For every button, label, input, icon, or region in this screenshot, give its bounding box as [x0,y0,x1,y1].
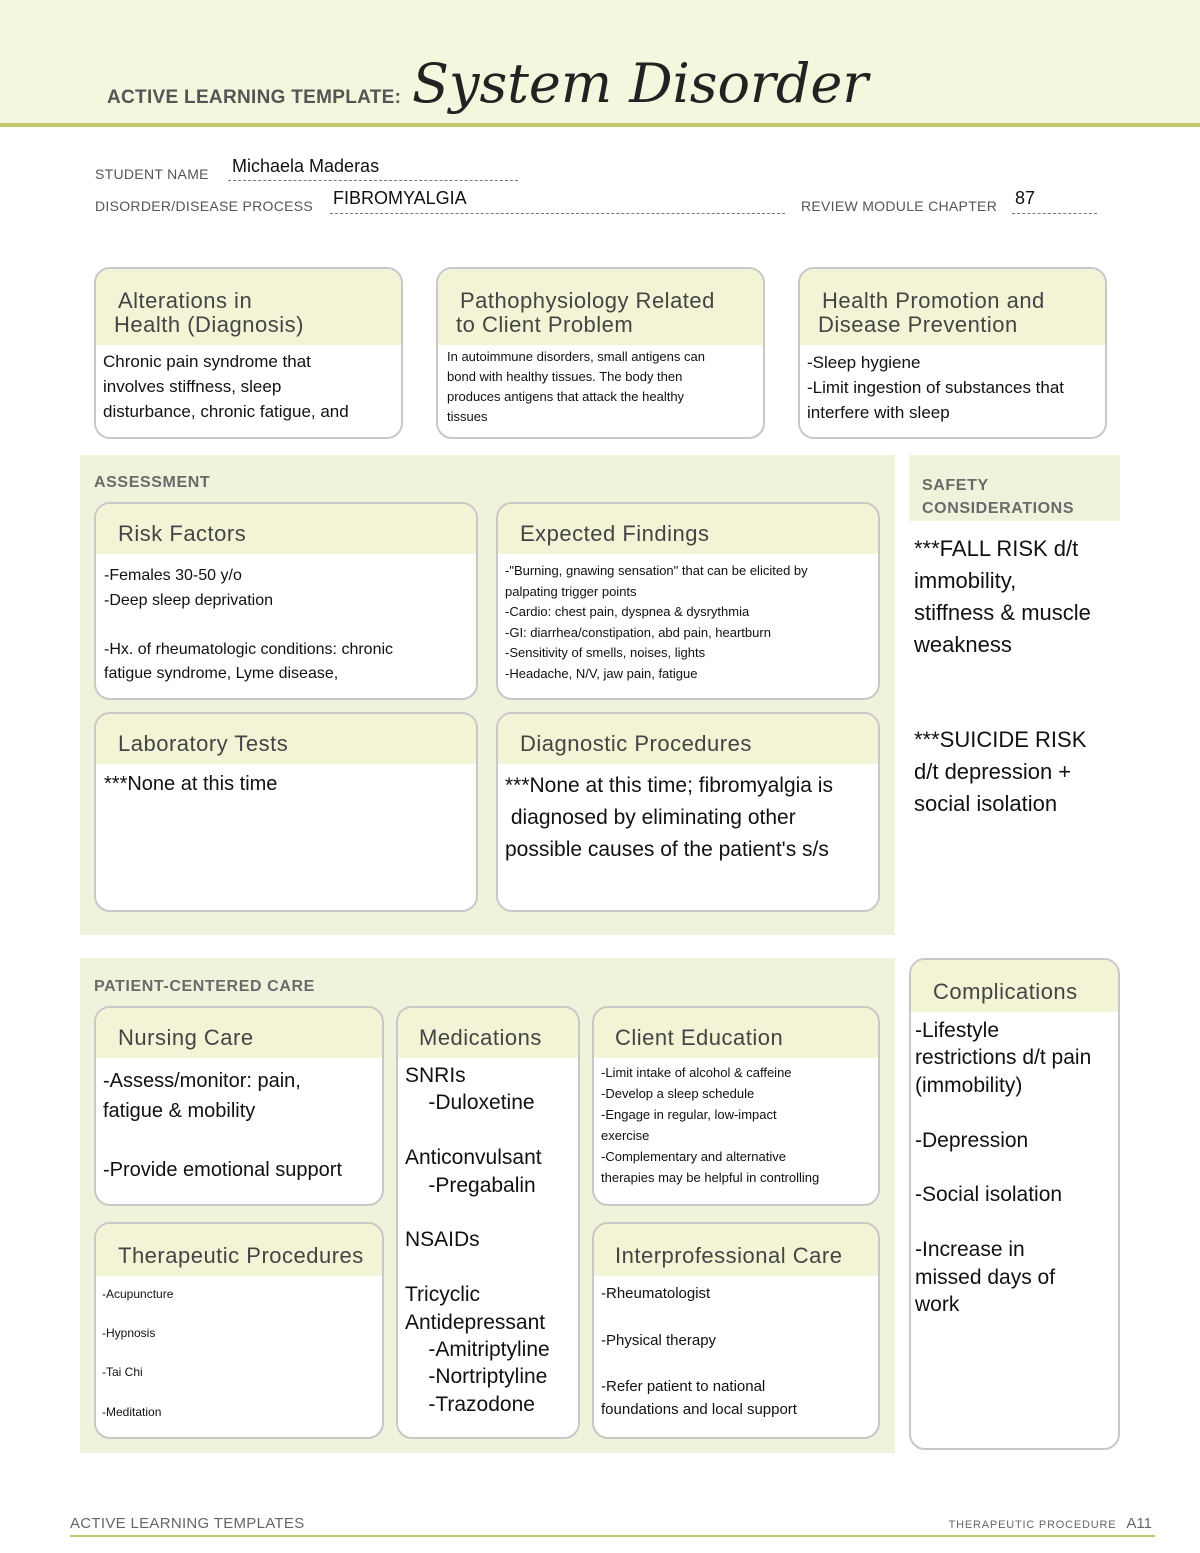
therapeutic-procedure-line: -Meditation [102,1404,162,1419]
health-promotion-card [798,267,1107,439]
chapter-label: REVIEW MODULE CHAPTER [801,198,998,214]
complication-line [915,1154,1118,1181]
alterations-title-line-2: Health (Diagnosis) [114,312,304,337]
complications-card [909,958,1120,1450]
template-title: System Disorder [412,52,869,115]
laboratory-tests-card-header: Laboratory Tests [96,714,476,764]
diagnostic-procedures-card-header: Diagnostic Procedures [498,714,878,764]
expected-finding-line: -Sensitivity of smells, noises, lights [505,645,706,660]
expected-findings-card-body [498,554,878,684]
health-promotion-line: -Limit ingestion of substances that [807,378,1065,397]
client-education-line: -Engage in regular, low-impact [601,1107,777,1122]
complication-line: -Lifestyle [915,1019,1000,1042]
nursing-care-card [94,1006,384,1206]
medication-line: -Trazodone [405,1392,535,1416]
student-name-label: STUDENT NAME [95,166,209,182]
chapter-underline [1012,213,1097,214]
complications-card-body [911,1012,1118,1318]
laboratory-tests-card-body [96,764,476,798]
alterations-card-header [96,269,401,345]
medication-line [405,1117,578,1144]
expected-finding-line: -Headache, N/V, jaw pain, fatigue [505,665,698,681]
complication-line [915,1209,1118,1236]
laboratory-test-line: ***None at this time [104,773,278,795]
diagnostic-procedure-line: diagnosed by eliminating other [505,806,796,829]
interprofessional-care-card-header: Interprofessional Care [594,1224,878,1276]
interprofessional-care-card-body [594,1276,878,1422]
therapeutic-procedure-line [102,1344,382,1364]
interprofessional-care-line: -Rheumatologist [601,1285,711,1302]
template-label: ACTIVE LEARNING TEMPLATE: [107,87,402,108]
safety-section-title [922,474,1074,520]
pathophysiology-card-body [438,345,763,427]
complication-line: -Depression [915,1128,1029,1152]
health-promotion-card-body [800,345,1105,425]
disorder-underline [330,213,785,214]
complication-line: (immobility) [915,1073,1023,1097]
complication-line: -Increase in [915,1238,1025,1262]
footer-left-label: ACTIVE LEARNING TEMPLATES [70,1515,305,1532]
risk-factor-line: -Females 30-50 y/o [104,567,242,584]
therapeutic-procedures-card-header: Therapeutic Procedures [96,1224,382,1276]
interprofessional-care-line [601,1305,878,1328]
patient-centered-care-section-title: PATIENT-CENTERED CARE [94,978,315,995]
page-number: A11 [1126,1515,1152,1532]
safety-panel [909,455,1120,955]
footer-divider [70,1535,1155,1537]
medication-line: NSAIDs [405,1228,480,1252]
footer-right [949,1515,1152,1532]
disorder-label: DISORDER/DISEASE PROCESS [95,198,314,214]
therapeutic-procedure-line [102,1305,382,1325]
pathophysiology-card [436,267,765,439]
medications-card-body [398,1058,578,1418]
medication-line: -Pregabalin [405,1173,536,1197]
risk-factor-line [104,613,476,638]
expected-findings-card [496,502,880,700]
diagnostic-procedures-card [496,712,880,912]
nursing-care-line [103,1126,382,1156]
client-education-line: -Develop a sleep schedule [601,1086,755,1101]
student-name-underline [228,180,518,181]
risk-factors-card [94,502,478,700]
expected-findings-card-header: Expected Findings [498,504,878,554]
health-promotion-title-line-1: Health Promotion and [822,288,1045,313]
risk-factor-line: -Deep sleep deprivation [104,591,273,609]
safety-title-line-2: CONSIDERATIONS [922,500,1075,517]
pathophysiology-line: produces antigens that attack the healthy [447,389,685,404]
complication-line: missed days of [915,1265,1056,1289]
medication-line: -Amitriptyline [405,1338,550,1362]
nursing-care-line: -Assess/monitor: pain, [103,1070,301,1092]
complication-line: -Social isolation [915,1183,1063,1207]
header-divider [0,123,1200,127]
health-promotion-title-line-2: Disease Prevention [818,312,1018,337]
nursing-care-line: fatigue & mobility [103,1099,256,1122]
alterations-line: disturbance, chronic fatigue, and [103,402,349,421]
assessment-section-title: ASSESSMENT [94,474,211,491]
laboratory-tests-card [94,712,478,912]
fall-risk-line: stiffness & muscle [914,600,1091,625]
interprofessional-care-line: -Refer patient to national [601,1378,766,1396]
fall-risk-line: ***FALL RISK d/t [914,536,1079,561]
student-name-field[interactable]: Michaela Maderas [232,156,380,176]
pathophysiology-line: tissues [447,409,488,424]
interprofessional-care-line: foundations and local support [601,1401,797,1419]
medication-line: Antidepressant [405,1310,546,1334]
expected-finding-line: -GI: diarrhea/constipation, abd pain, heartburn [505,624,771,640]
interprofessional-care-line: -Physical therapy [601,1331,717,1349]
risk-factor-line: fatigue syndrome, Lyme disease, [104,665,339,682]
suicide-risk-line: d/t depression + [914,759,1072,784]
nursing-care-line: -Provide emotional support [103,1158,343,1181]
health-promotion-card-header [800,269,1105,345]
alterations-line: Chronic pain syndrome that [103,352,311,371]
interprofessional-care-card [592,1222,880,1439]
client-education-line: exercise [601,1128,650,1143]
client-education-line: -Complementary and alternative [601,1149,786,1164]
fall-risk-line: immobility, [914,568,1017,593]
diagnostic-procedures-card-body [498,764,878,866]
chapter-field[interactable]: 87 [1015,188,1036,208]
pathophysiology-card-header [438,269,763,345]
therapeutic-procedure-line: -Hypnosis [102,1326,156,1341]
expected-finding-line: -"Burning, gnawing sensation" that can be elicited by [505,563,808,578]
alterations-line: involves stiffness, sleep [103,377,282,396]
health-promotion-line: -Sleep hygiene [807,353,921,372]
medication-line: -Nortriptyline [405,1365,548,1389]
medication-line: SNRIs [405,1064,466,1087]
pathophysiology-line: bond with healthy tissues. The body then [447,369,683,384]
medication-line [405,1199,578,1226]
suicide-risk-text [914,724,1086,820]
complication-line: restrictions d/t pain [915,1046,1092,1070]
alterations-card [94,267,403,439]
therapeutic-procedure-line: -Acupuncture [102,1287,174,1301]
health-promotion-line: interfere with sleep [807,403,950,422]
medication-line: Tricyclic [405,1283,481,1307]
medications-card [396,1006,580,1439]
risk-factors-card-header: Risk Factors [96,504,476,554]
fall-risk-text [914,533,1091,661]
disorder-field[interactable]: FIBROMYALGIA [333,188,467,208]
medication-line: -Duloxetine [405,1091,535,1115]
interprofessional-care-line [601,1352,878,1375]
risk-factors-card-body [96,554,476,687]
complication-line [915,1099,1118,1126]
client-education-line: therapies may be helpful in controlling [601,1170,820,1185]
medication-line: Anticonvulsant [405,1146,542,1170]
nursing-care-card-body [96,1058,382,1185]
therapeutic-procedure-line: -Tai Chi [102,1365,143,1380]
safety-title-line-1: SAFETY [922,477,989,494]
expected-finding-line: -Cardio: chest pain, dyspnea & dysrythmia [505,604,750,619]
client-education-card-header: Client Education [594,1008,878,1058]
pathophysiology-title-line-1: Pathophysiology Related [460,288,715,313]
alterations-card-body [96,345,401,424]
complications-card-header: Complications [911,960,1118,1012]
risk-factor-line: -Hx. of rheumatologic conditions: chronic [104,640,394,658]
footer-section-label: THERAPEUTIC PROCEDURE [948,1519,1117,1531]
therapeutic-procedures-card [94,1222,384,1439]
pathophysiology-line: In autoimmune disorders, small antigens can [447,349,705,364]
nursing-care-card-header: Nursing Care [96,1008,382,1058]
client-education-line: -Limit intake of alcohol & caffeine [601,1065,792,1080]
alterations-title-line-1: Alterations in [118,288,253,313]
medication-line [405,1254,578,1281]
therapeutic-procedure-line [102,1383,382,1403]
suicide-risk-line: social isolation [914,791,1058,816]
pathophysiology-title-line-2: to Client Problem [456,312,634,337]
medications-card-header: Medications [398,1008,578,1058]
fall-risk-line: weakness [914,632,1012,657]
suicide-risk-line: ***SUICIDE RISK [914,727,1087,752]
diagnostic-procedure-line: ***None at this time; fibromyalgia is [505,774,833,797]
therapeutic-procedures-card-body [96,1276,382,1422]
client-education-card [592,1006,880,1206]
client-education-card-body [594,1058,878,1188]
expected-finding-line: palpating trigger points [505,583,637,599]
diagnostic-procedure-line: possible causes of the patient's s/s [505,838,829,861]
complication-line: work [915,1293,960,1317]
